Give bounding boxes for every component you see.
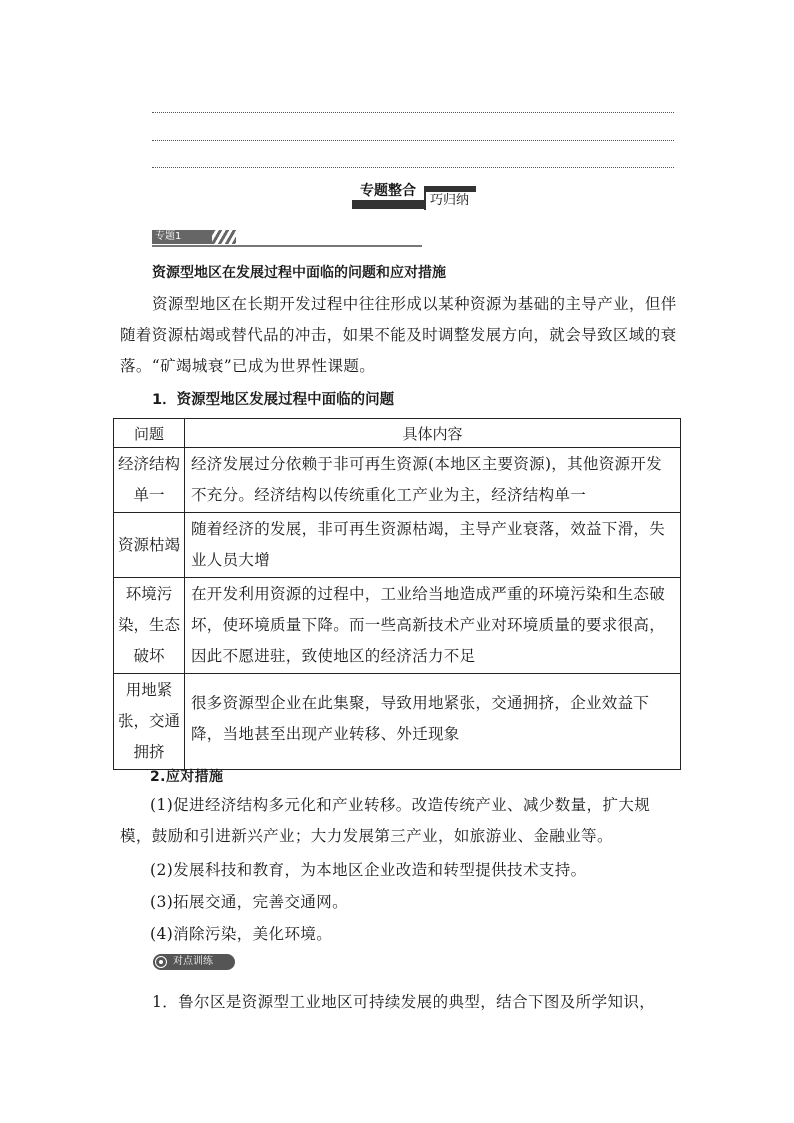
- table-row: [114, 578, 681, 674]
- answer-line-1: [152, 112, 674, 113]
- table-cell-problem: 用地紧张，交通拥挤: [114, 674, 185, 770]
- measure-item-2: (2)发展科技和教育，为本地区企业改造和转型提供技术支持。: [150, 861, 587, 879]
- section2-title: 2.应对措施: [150, 769, 224, 785]
- problems-table: [113, 418, 681, 770]
- table-row: [114, 513, 681, 578]
- table-row: [114, 674, 681, 770]
- topic-title: 资源型地区在发展过程中面临的问题和应对措施: [152, 265, 446, 281]
- table-header-problem: 问题: [114, 419, 185, 448]
- section-banner: [352, 182, 482, 212]
- table-cell-content: 很多资源型企业在此集聚，导致用地紧张，交通拥挤，企业效益下降，当地甚至出现产业转移、外迁现象: [185, 674, 681, 770]
- table-cell-content: 经济发展过分依赖于非可再生资源(本地区主要资源)，其他资源开发不充分。经济结构以传统重化工产业为主，经济结构单一: [185, 448, 681, 513]
- training-question: 1．鲁尔区是资源型工业地区可持续发展的典型，结合下图及所学知识，: [152, 993, 656, 1011]
- topic-intro: 资源型地区在长期开发过程中往往形成以某种资源为基础的主导产业，但伴随着资源枯竭或替代品的冲击，如果不能及时调整发展方向，就会导致区域的衰落。“矿竭城衰”已成为世界性课题。: [120, 295, 677, 375]
- measure-item-1: (1)促进经济结构多元化和产业转移。改造传统产业、减少数量，扩大规模，鼓励和引进新兴产业；大力发展第三产业，如旅游业、金融业等。: [120, 796, 651, 845]
- table-header-content: 具体内容: [185, 419, 681, 448]
- table-row: [114, 448, 681, 513]
- answer-line-2: [152, 140, 674, 141]
- answer-line-3: [152, 167, 674, 168]
- training-badge-label: 对点训练: [173, 956, 213, 967]
- banner-left-label: 专题整合: [360, 183, 416, 199]
- section1-title: 1．资源型地区发展过程中面临的问题: [152, 392, 395, 408]
- measure-item-3: (3)拓展交通，完善交通网。: [150, 893, 349, 911]
- table-cell-content: 在开发利用资源的过程中，工业给当地造成严重的环境污染和生态破坏，使环境质量下降。而一些高新技术产业对环境质量的要求很高，因此不愿进驻，致使地区的经济活力不足: [185, 578, 681, 674]
- table-cell-problem: 资源枯竭: [114, 513, 185, 578]
- training-badge: [153, 954, 235, 970]
- banner-left-bar: [352, 200, 424, 209]
- topic-tag-stripes: [212, 230, 236, 244]
- target-icon: [155, 956, 167, 968]
- table-cell-problem: 经济结构单一: [114, 448, 185, 513]
- table-header-row: [114, 419, 681, 448]
- table-cell-problem: 环境污染，生态破坏: [114, 578, 185, 674]
- banner-right-label: 巧归纳: [424, 192, 488, 210]
- topic-tag: 专题1: [152, 230, 213, 244]
- topic-divider: [152, 245, 422, 247]
- table-cell-content: 随着经济的发展，非可再生资源枯竭，主导产业衰落，效益下滑，失业人员大增: [185, 513, 681, 578]
- measure-item-4: (4)消除污染，美化环境。: [150, 925, 333, 943]
